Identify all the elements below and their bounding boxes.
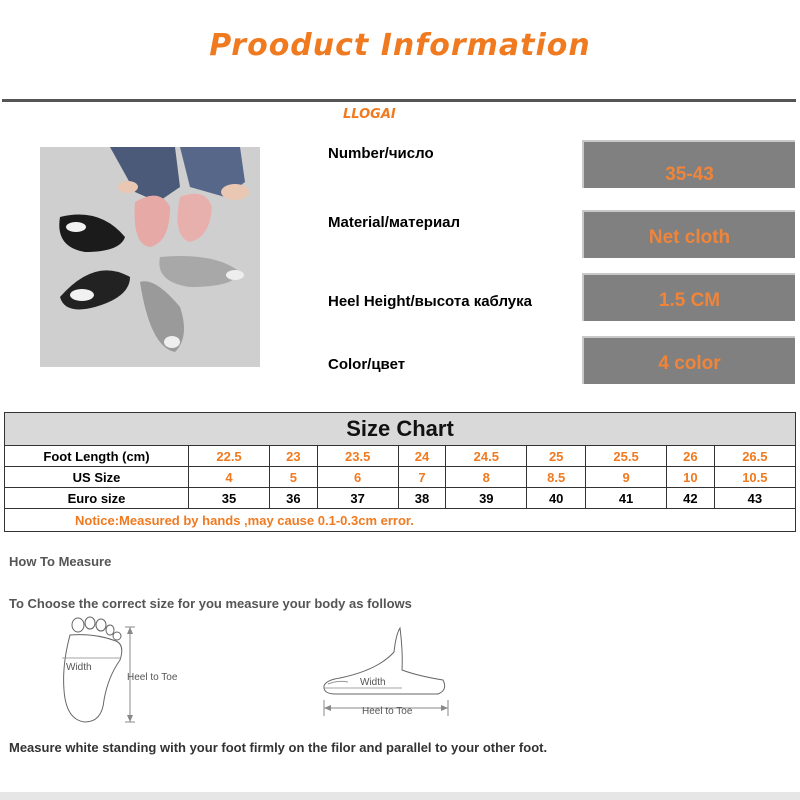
table-cell: 23 <box>270 446 318 467</box>
spec-label-color: Color/цвет <box>328 356 406 373</box>
size-chart-title: Size Chart <box>5 413 796 446</box>
table-cell: 10 <box>667 467 715 488</box>
foot-side-view-diagram <box>318 622 458 722</box>
how-to-measure-heading: How To Measure <box>9 554 112 569</box>
table-row-us-size <box>5 467 796 488</box>
product-photo <box>40 147 260 367</box>
brand-name: LLOGAI <box>343 107 396 122</box>
table-cell: 40 <box>527 488 586 509</box>
measure-note: Measure white standing with your foot firmly on the filor and parallel to your other foot. <box>9 740 548 755</box>
table-cell: 35 <box>189 488 270 509</box>
foot-top-view-diagram <box>40 615 200 730</box>
spec-label-heel-height: Heel Height/высота каблука <box>328 293 532 310</box>
table-cell: 23.5 <box>317 446 398 467</box>
title-divider <box>2 99 796 102</box>
measure-instruction: To Choose the correct size for you measure your body as follows <box>9 596 412 611</box>
bottom-edge <box>0 792 800 800</box>
table-row-foot-length <box>5 446 796 467</box>
size-chart-table <box>4 412 796 532</box>
table-cell: 8.5 <box>527 467 586 488</box>
table-cell: 6 <box>317 467 398 488</box>
table-cell: 37 <box>317 488 398 509</box>
foot-side-length-label: Heel to Toe <box>362 706 413 717</box>
table-cell: 24 <box>398 446 446 467</box>
spec-value-box-heel-height <box>582 273 795 321</box>
row-label: Euro size <box>5 488 189 509</box>
table-cell: 41 <box>586 488 667 509</box>
foot-top-width-label: Width <box>66 662 92 673</box>
foot-top-length-label: Heel to Toe <box>127 672 178 683</box>
table-cell: 42 <box>667 488 715 509</box>
spec-value-color: 4 color <box>658 353 721 374</box>
spec-value-box-color <box>582 336 795 384</box>
spec-value-number: 35-43 <box>665 164 714 185</box>
spec-value-box-number <box>582 140 795 188</box>
spec-label-material: Material/материал <box>328 214 461 231</box>
row-label: Foot Length (cm) <box>5 446 189 467</box>
table-cell: 5 <box>270 467 318 488</box>
table-cell: 8 <box>446 467 527 488</box>
table-cell: 26.5 <box>714 446 795 467</box>
table-cell: 22.5 <box>189 446 270 467</box>
table-row-euro-size <box>5 488 796 509</box>
table-cell: 25.5 <box>586 446 667 467</box>
table-cell: 7 <box>398 467 446 488</box>
size-chart-notice: Notice:Measured by hands ,may cause 0.1-0.3cm error. <box>5 509 796 532</box>
table-cell: 43 <box>714 488 795 509</box>
table-cell: 39 <box>446 488 527 509</box>
spec-value-heel-height: 1.5 CM <box>658 290 721 311</box>
table-cell: 24.5 <box>446 446 527 467</box>
table-cell: 9 <box>586 467 667 488</box>
spec-value-box-material <box>582 210 795 258</box>
table-cell: 38 <box>398 488 446 509</box>
table-cell: 26 <box>667 446 715 467</box>
table-cell: 25 <box>527 446 586 467</box>
foot-side-width-label: Width <box>360 677 386 688</box>
page-title: Prooduct Information <box>209 28 591 63</box>
row-label: US Size <box>5 467 189 488</box>
spec-value-material: Net cloth <box>648 227 731 248</box>
table-cell: 10.5 <box>714 467 795 488</box>
spec-label-number: Number/число <box>328 145 434 162</box>
table-cell: 36 <box>270 488 318 509</box>
table-cell: 4 <box>189 467 270 488</box>
